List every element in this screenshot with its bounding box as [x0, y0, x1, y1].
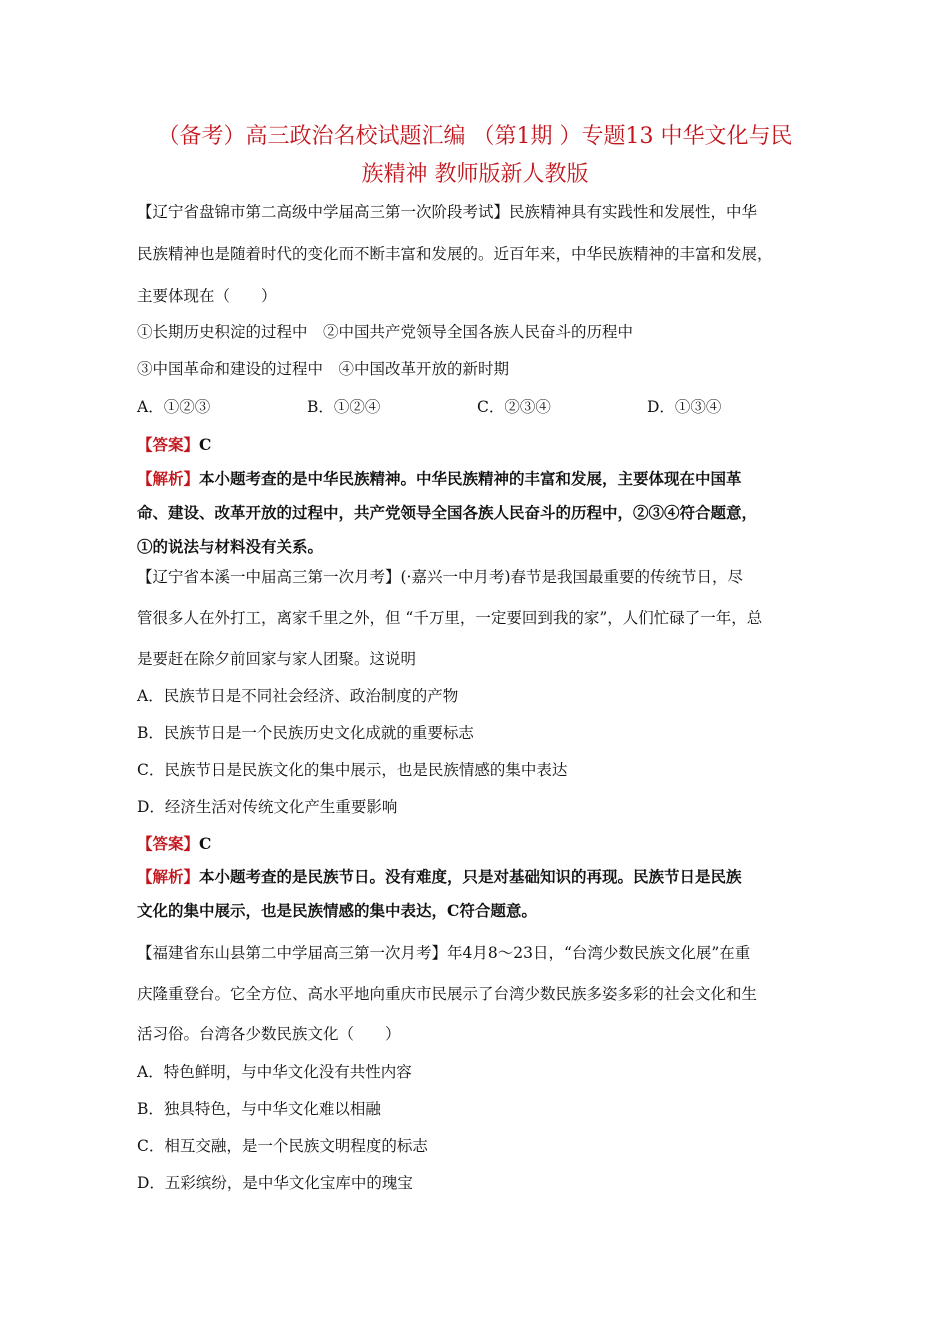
option-a: A．民族节日是不同社会经济、政治制度的产物 — [137, 687, 459, 705]
question-text: 管很多人在外打工，离家千里之外，但 “千万里，一定要回到我的家”，人们忙碌了一年，总 — [137, 609, 763, 627]
analysis-tag: 【解析】 — [137, 469, 200, 488]
title-line-1: （备考）高三政治名校试题汇编 （第1期 ）专题13 中华文化与民 — [157, 124, 793, 149]
option-b: B．独具特色，与中华文化难以相融 — [137, 1100, 381, 1118]
option-c: C．民族节日是民族文化的集中展示，也是民族情感的集中表达 — [137, 761, 568, 779]
answer-tag: 【答案】 — [137, 834, 200, 853]
option-d: D．五彩缤纷，是中华文化宝库中的瑰宝 — [137, 1174, 413, 1192]
answer-value: C — [199, 435, 212, 454]
analysis-line: 命、建设、改革开放的过程中，共产党领导全国各族人民奋斗的历程中，②③④符合题意， — [137, 503, 758, 522]
statement-line: ③中国革命和建设的过程中 ④中国改革开放的新时期 — [137, 360, 510, 378]
question-text: 庆隆重登台。它全方位、高水平地向重庆市民展示了台湾少数民族多姿多彩的社会文化和生 — [137, 985, 758, 1003]
question-text: 【辽宁省盘锦市第二高级中学届高三第一次阶段考试】民族精神具有实践性和发展性，中华 — [137, 203, 758, 221]
analysis-line — [137, 467, 827, 489]
option-b: B．民族节日是一个民族历史文化成就的重要标志 — [137, 724, 474, 742]
answer-value: C — [199, 834, 212, 853]
answer-line — [137, 832, 827, 854]
options-row — [137, 395, 827, 417]
question-text: 【福建省东山县第二中学届高三第一次月考】年4月8～23日，“台湾少数民族文化展”在重 — [137, 944, 751, 962]
question-text: 【辽宁省本溪一中届高三第一次月考】(·嘉兴一中月考)春节是我国最重要的传统节日，尽 — [137, 568, 744, 586]
analysis-text: 本小题考查的是民族节日。没有难度，只是对基础知识的再现。民族节日是民族 — [199, 867, 742, 886]
option-d: D．经济生活对传统文化产生重要影响 — [137, 798, 398, 816]
analysis-tag: 【解析】 — [137, 867, 200, 886]
question-text: 民族精神也是随着时代的变化而不断丰富和发展的。近百年来，中华民族精神的丰富和发展， — [137, 245, 773, 263]
question-text: 是要赶在除夕前回家与家人团聚。这说明 — [137, 650, 417, 668]
option-c: C．②③④ — [477, 398, 551, 416]
answer-line — [137, 433, 827, 455]
answer-tag: 【答案】 — [137, 435, 200, 454]
option-d: D．①③④ — [647, 398, 722, 416]
analysis-line: 文化的集中展示，也是民族情感的集中表达，C符合题意。 — [137, 901, 537, 920]
question-text: 主要体现在（ ） — [137, 287, 277, 305]
title-line-2: 族精神 教师版新人教版 — [361, 162, 589, 187]
option-b: B．①②④ — [307, 398, 381, 416]
option-c: C．相互交融，是一个民族文明程度的标志 — [137, 1137, 428, 1155]
analysis-text: 本小题考查的是中华民族精神。中华民族精神的丰富和发展，主要体现在中国革 — [199, 469, 742, 488]
option-a: A．特色鲜明，与中华文化没有共性内容 — [137, 1063, 412, 1081]
analysis-line — [137, 865, 827, 887]
question-text: 活习俗。台湾各少数民族文化（ ） — [137, 1025, 401, 1043]
option-a: A．①②③ — [137, 398, 211, 416]
analysis-line: ①的说法与材料没有关系。 — [137, 537, 324, 556]
statement-line: ①长期历史积淀的过程中 ②中国共产党领导全国各族人民奋斗的历程中 — [137, 323, 634, 341]
